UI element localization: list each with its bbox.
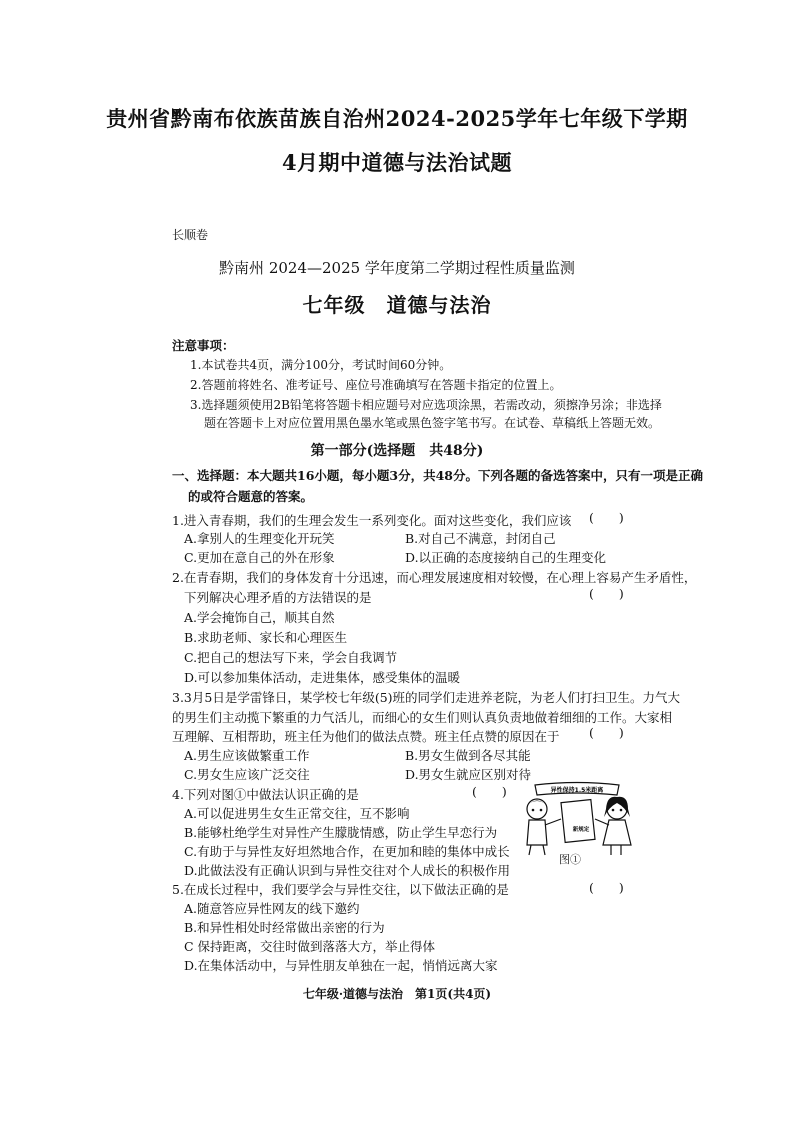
question-1-option-b: B.对自己不满意，封闭自己 (405, 531, 556, 546)
question-2-stem-line-2: 下列解决心理矛盾的方法错误的是 (184, 590, 372, 605)
question-2-option-b: B.求助老师、家长和心理医生 (184, 630, 348, 645)
question-1-option-a: A.拿别人的生理变化开玩笑 (184, 531, 335, 546)
question-5-stem: 5.在成长过程中，我们要学会与异性交往，以下做法正确的是 (172, 882, 509, 897)
question-3-stem-line-2: 的男生们主动揽下繁重的力气活儿，而细心的女生们则认真负责地做着细细的工作。大家相 (172, 710, 673, 725)
document-title-line-2: 4月期中道德与法治试题 (281, 150, 513, 175)
question-2-option-d: D.可以参加集体活动，走进集体，感受集体的温暖 (184, 670, 461, 685)
notice-heading: 注意事项： (172, 338, 235, 353)
question-2-option-a: A.学会掩饰自己，顺其自然 (184, 610, 335, 625)
question-1-option-c: C.更加在意自己的外在形象 (184, 550, 335, 565)
notice-item-1: 1.本试卷共4页，满分100分，考试时间60分钟。 (190, 358, 452, 372)
grade-subject: 七年级 道德与法治 (302, 293, 492, 317)
notice-item-3-cont: 题在答题卡上对应位置用黑色墨水笔或黑色签字笔书写。在试卷、草稿纸上答题无效。 (204, 416, 661, 430)
figure-1-cartoon (513, 779, 641, 859)
question-3-option-c: C.男女生应该广泛交往 (184, 767, 310, 782)
document-title-line-1: 贵州省黔南布依族苗族自治州2024-2025学年七年级下学期 (106, 106, 688, 131)
question-1-answer-blank: ( ) (589, 510, 624, 525)
question-4-option-b: B.能够杜绝学生对异性产生朦胧情感，防止学生早恋行为 (184, 825, 498, 840)
notice-item-2: 2.答题前将姓名、准考证号、座位号准确填写在答题卡指定的位置上。 (190, 378, 562, 392)
exam-name: 黔南州 2024—2025 学年度第二学期过程性质量监测 (219, 259, 575, 277)
question-4-answer-blank: ( ) (472, 784, 507, 799)
question-3-stem-line-3: 互理解、互相帮助，班主任为他们的做法点赞。班主任点赞的原因在于 (172, 729, 560, 744)
question-3-stem-line-1: 3.3月5日是学雷锋日，某学校七年级(5)班的同学们走进养老院，为老人们打扫卫生。力气大 (172, 690, 681, 705)
question-3-option-a: A.男生应该做繁重工作 (184, 748, 310, 763)
board-icon (561, 800, 595, 843)
question-5-option-d: D.在集体活动中，与异性朋友单独在一起，悄悄远离大家 (184, 958, 498, 973)
question-3-answer-blank: ( ) (589, 725, 624, 740)
question-4-stem: 4.下列对图①中做法认识正确的是 (172, 787, 359, 802)
question-4-option-c: C.有助于与异性友好坦然地合作，在更加和睦的集体中成长 (184, 844, 510, 859)
question-5-answer-blank: ( ) (589, 880, 624, 895)
question-1-stem: 1.进入青春期，我们的生理会发生一系列变化。面对这些变化，我们应该 (172, 513, 572, 528)
question-3-option-d: D.男女生就应区别对待 (405, 767, 532, 782)
question-2-answer-blank: ( ) (589, 586, 624, 601)
boy-body-icon (527, 820, 547, 845)
question-3-option-b: B.男女生做到各尽其能 (405, 748, 531, 763)
question-2-option-c: C.把自己的想法写下来，学会自我调节 (184, 650, 398, 665)
figure-1-caption: 图① (559, 853, 581, 866)
section-title: 第一部分(选择题 共48分) (310, 443, 484, 459)
question-4-option-a: A.可以促进男生女生正常交往，互不影响 (184, 806, 410, 821)
sign-text: 异性保持1.5米距离 (550, 787, 604, 794)
question-5-option-b: B.和异性相处时经常做出亲密的行为 (184, 920, 385, 935)
paper-tag: 长顺卷 (172, 228, 209, 242)
question-4-option-d: D.此做法没有正确认识到与异性交往对个人成长的积极作用 (184, 863, 511, 878)
question-1-option-d: D.以正确的态度接纳自己的生理变化 (405, 550, 607, 565)
instructions-line-1: 一、选择题：本大题共16小题，每小题3分，共48分。下列各题的备选答案中，只有一项是正确 (172, 468, 703, 483)
question-5-option-a: A.随意答应异性网友的线下邀约 (184, 901, 360, 916)
notice-item-3: 3.选择题须使用2B铅笔将答题卡相应题号对应选项涂黑，若需改动，须擦净另涂；非选择 (190, 398, 662, 412)
board-text: 新规定 (572, 827, 590, 833)
question-5-option-c: C 保持距离，交往时做到落落大方，举止得体 (184, 939, 436, 954)
page-footer: 七年级·道德与法治 第1页(共4页) (302, 987, 492, 1001)
boy-head-icon (527, 799, 547, 819)
question-2-stem-line-1: 2.在青春期，我们的身体发育十分迅速，而心理发展速度相对较慢，在心理上容易产生矛盾性， (172, 570, 697, 585)
instructions-line-2: 的或符合题意的答案。 (188, 489, 314, 504)
